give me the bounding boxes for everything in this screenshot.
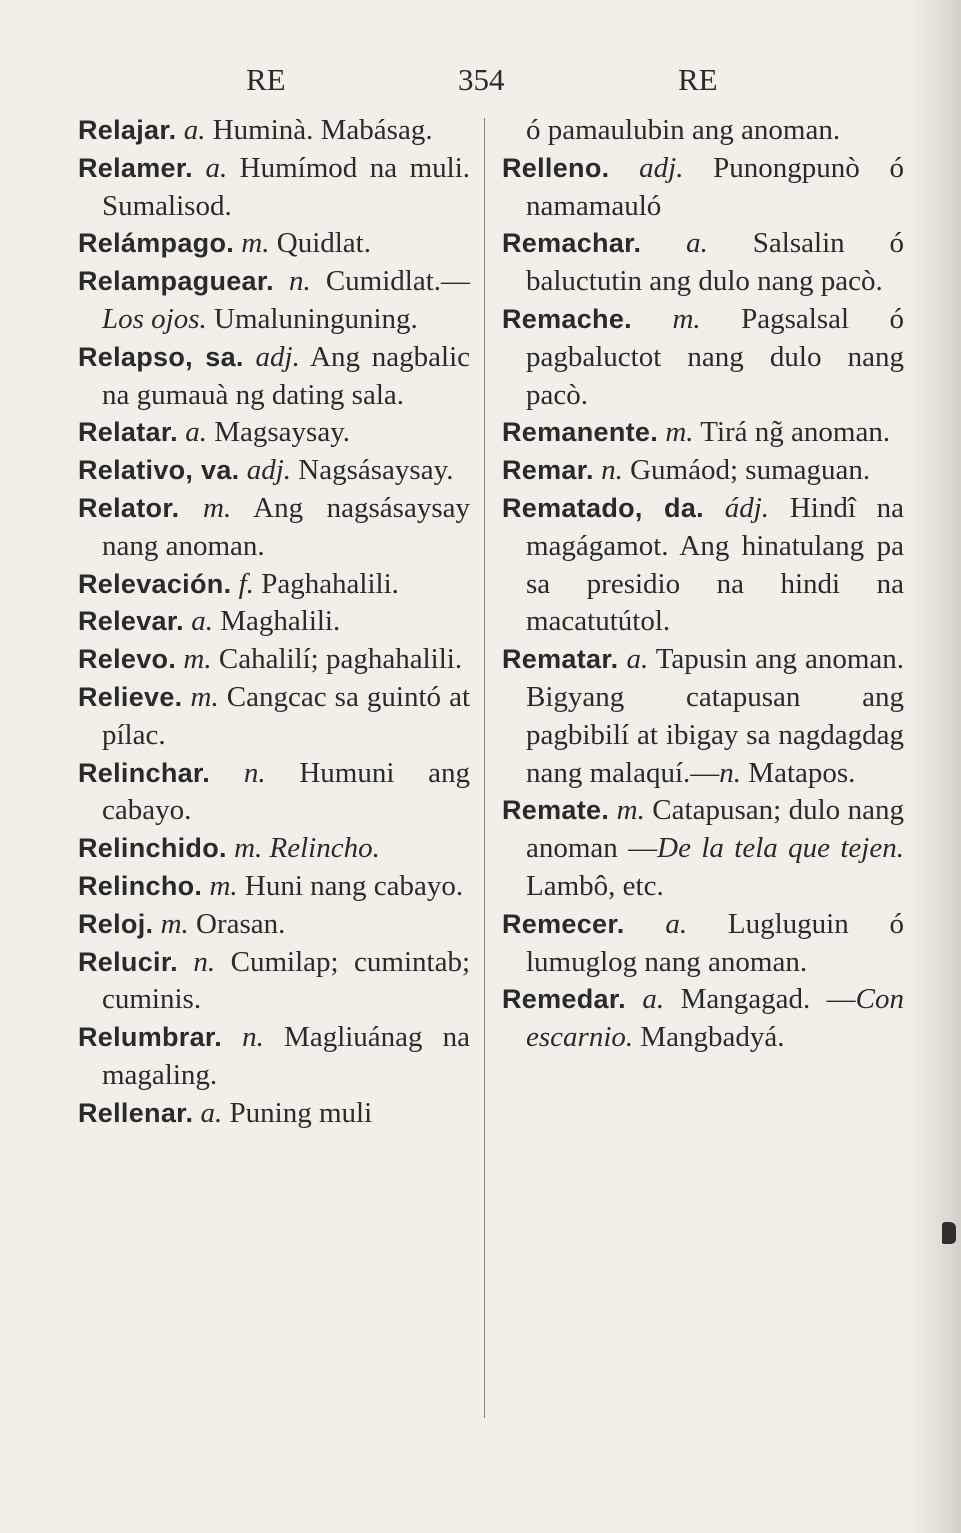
entry-headword: Relincho.	[78, 870, 203, 901]
entry-headword: Relativo, va.	[78, 455, 240, 486]
entry-definition: Ang nagsásaysay nang anoman.	[102, 491, 470, 562]
entry-definition: Cumilap; cumintab; cuminis.	[102, 945, 471, 1016]
entry-grammar-tag: adj.	[255, 340, 300, 373]
entry-grammar-tag: n.	[242, 1021, 264, 1054]
entry-definition: Cangcac sa guintó at pílac.	[102, 680, 471, 751]
entry-grammar-tag: a.	[185, 416, 207, 449]
entry-headword: Remachar.	[502, 228, 642, 259]
dictionary-entry	[78, 490, 470, 566]
column-divider	[484, 118, 485, 1418]
dictionary-entry	[78, 566, 470, 604]
entry-definition: Quidlat.	[276, 227, 371, 260]
dictionary-entry	[78, 225, 470, 263]
entry-headword: Remedar.	[502, 984, 626, 1015]
entry-headword: Remanente.	[502, 417, 659, 448]
entry-headword: Reloj.	[78, 908, 154, 939]
entry-definition: Mangagad. —	[680, 983, 856, 1016]
entry-headword: Remecer.	[502, 908, 625, 939]
entry-headword: Relevar.	[78, 606, 184, 637]
entry-grammar-tag: adj.	[246, 454, 292, 487]
dictionary-entry	[78, 755, 470, 831]
dictionary-entry	[78, 603, 470, 641]
entry-headword: Relumbrar.	[78, 1022, 223, 1053]
entry-grammar-tag: m.	[160, 907, 189, 940]
entry-grammar-tag-2: n.	[719, 756, 742, 789]
scan-clip-mark	[942, 1222, 956, 1244]
dictionary-entry	[78, 112, 470, 150]
dictionary-entry	[78, 641, 470, 679]
dictionary-entry	[502, 641, 904, 792]
entry-definition: Huni nang cabayo.	[244, 869, 464, 902]
entry-definition: Magliuánag na magaling.	[102, 1021, 471, 1091]
entry-headword: Relieve.	[78, 681, 183, 712]
entry-headword: Relleno.	[502, 152, 610, 183]
entry-grammar-tag: m.	[241, 227, 270, 260]
dictionary-entry	[502, 225, 904, 301]
dictionary-entry	[502, 906, 904, 982]
entry-definition: Tirá ng̃ anoman.	[700, 416, 891, 449]
entry-headword: Relajar.	[78, 115, 177, 145]
entry-definition: Orasan.	[196, 907, 286, 940]
entry-definition-2: Mangbadyá.	[633, 1021, 785, 1054]
entry-grammar-tag: a.	[686, 227, 708, 260]
entry-headword: Rematado, da.	[502, 492, 704, 523]
dictionary-entry	[78, 1019, 470, 1095]
dictionary-entry	[502, 150, 904, 226]
entry-grammar-tag: a.	[183, 114, 206, 146]
entry-definition-2: Lambô, etc.	[526, 869, 664, 902]
entry-definition: Salsalin ó baluctutin ang dulo nang pacò.	[526, 227, 904, 298]
entry-headword: Relampaguear.	[78, 266, 274, 297]
entry-grammar-tag: n.	[601, 454, 623, 487]
entry-definition: Humímod na muli. Sumalisod.	[102, 151, 471, 222]
entry-definition: Nagsásaysay.	[298, 454, 454, 487]
entry-headword: Remar.	[502, 455, 594, 486]
dictionary-entry	[78, 339, 470, 415]
entry-grammar-tag: m.	[209, 869, 238, 902]
entry-headword: Relatar.	[78, 417, 178, 448]
page-edge-shadow	[909, 0, 961, 1533]
entry-grammar-tag: ádj.	[724, 491, 770, 524]
entry-headword: Relamer.	[78, 152, 193, 183]
entry-grammar-tag: a.	[626, 643, 649, 676]
entry-grammar-tag: m.	[190, 680, 219, 713]
entry-grammar-tag: m.	[672, 302, 701, 335]
entry-grammar-tag: n.	[289, 265, 311, 298]
dictionary-entry	[502, 792, 904, 905]
entry-headword: Relucir.	[78, 946, 178, 977]
entry-definition: Punongpunò ó namamauló	[526, 151, 905, 222]
entry-example: De la tela que tejen.	[657, 832, 904, 865]
entry-headword: Relevación.	[78, 568, 232, 599]
page-number: 354	[458, 62, 505, 97]
entry-headword: Remate.	[502, 795, 610, 826]
entry-definition: Ang nagbalic na gumauà ng dating sala.	[102, 340, 470, 411]
entry-definition: Gumáod; sumaguan.	[630, 454, 871, 487]
entry-definition: Cahalilí; paghahalili.	[218, 643, 463, 676]
dictionary-entry	[78, 830, 470, 868]
entry-headword: Rematar.	[502, 644, 619, 675]
entry-headword: Remache.	[502, 303, 632, 334]
dictionary-entry	[502, 414, 904, 452]
entry-grammar-tag: n.	[193, 945, 216, 978]
entry-example: Relincho.	[269, 832, 380, 865]
dictionary-entry	[502, 112, 904, 150]
header-right-guide: RE	[678, 62, 718, 97]
running-header	[0, 62, 961, 112]
dictionary-entry	[78, 944, 470, 1020]
entry-definition: Humuni ang cabayo.	[102, 756, 470, 827]
entry-definition: Catapusan; dulo nang anoman —	[526, 794, 905, 865]
entry-definition: Magsaysay.	[214, 416, 351, 449]
dictionary-entry	[78, 679, 470, 755]
entry-definition-2: Umaluninguning.	[206, 302, 418, 335]
entry-headword: Relator.	[78, 492, 180, 523]
entry-definition: Huminà. Mabásag.	[212, 114, 433, 146]
entry-headword: Relevo.	[78, 644, 177, 675]
right-column	[502, 112, 904, 1057]
entry-headword: Rellenar.	[78, 1097, 194, 1128]
entry-definition: Tapusin ang anoman. Bigyang catapusan ang pagbibilí at ibigay sa nagdagdag nang malaquí.—	[526, 643, 904, 789]
entry-definition: Lugluguin ó lumuglog nang anoman.	[526, 907, 905, 978]
dictionary-entry	[78, 906, 470, 944]
entry-grammar-tag: a.	[200, 1096, 223, 1129]
entry-grammar-tag: a.	[642, 983, 665, 1016]
entry-definition: Paghahalili.	[261, 567, 399, 600]
entry-grammar-tag: m.	[183, 643, 212, 676]
entry-definition: Hindî na magágamot. Ang hinatulang pa sa presidio na hindi na macatutútol.	[526, 491, 905, 638]
dictionary-entry	[78, 263, 470, 339]
entry-grammar-tag: n.	[243, 756, 266, 789]
entry-example: Con escarnio.	[526, 983, 905, 1054]
dictionary-entry	[78, 150, 470, 226]
dictionary-entry	[502, 490, 904, 641]
dictionary-entry	[502, 452, 904, 490]
entry-grammar-tag: a.	[205, 151, 228, 184]
entry-headword: Relámpago.	[78, 228, 235, 259]
entry-definition: ó pamaulubin ang anoman.	[526, 114, 841, 146]
entry-grammar-tag: m.	[616, 794, 645, 827]
dictionary-entry	[502, 981, 904, 1057]
entry-headword: Relinchido.	[78, 833, 227, 864]
entry-grammar-tag: a.	[665, 907, 688, 940]
header-left-guide: RE	[246, 62, 286, 97]
dictionary-entry	[502, 301, 904, 414]
entry-grammar-tag: f.	[238, 567, 254, 600]
entry-grammar-tag: m.	[203, 491, 232, 524]
left-column	[78, 112, 470, 1133]
dictionary-entry	[78, 868, 470, 906]
entry-definition: Puning muli	[229, 1096, 373, 1129]
entry-definition: Maghalili.	[220, 605, 341, 638]
entry-grammar-tag: m.	[234, 832, 263, 865]
entry-headword: Relapso, sa.	[78, 341, 244, 372]
entry-example: Los ojos.	[102, 302, 207, 335]
entry-grammar-tag: adj.	[639, 151, 684, 184]
entry-definition: Cumidlat.—	[325, 265, 471, 298]
entry-definition-2: Matapos.	[741, 756, 856, 789]
dictionary-entry	[78, 1095, 470, 1133]
entry-grammar-tag: m.	[665, 416, 694, 449]
entry-definition: Pagsalsal ó pagbaluctot nang dulo nang pacò.	[526, 302, 905, 411]
entry-headword: Relinchar.	[78, 757, 211, 788]
entry-grammar-tag: a.	[191, 605, 213, 638]
dictionary-entry	[78, 452, 470, 490]
dictionary-entry	[78, 414, 470, 452]
